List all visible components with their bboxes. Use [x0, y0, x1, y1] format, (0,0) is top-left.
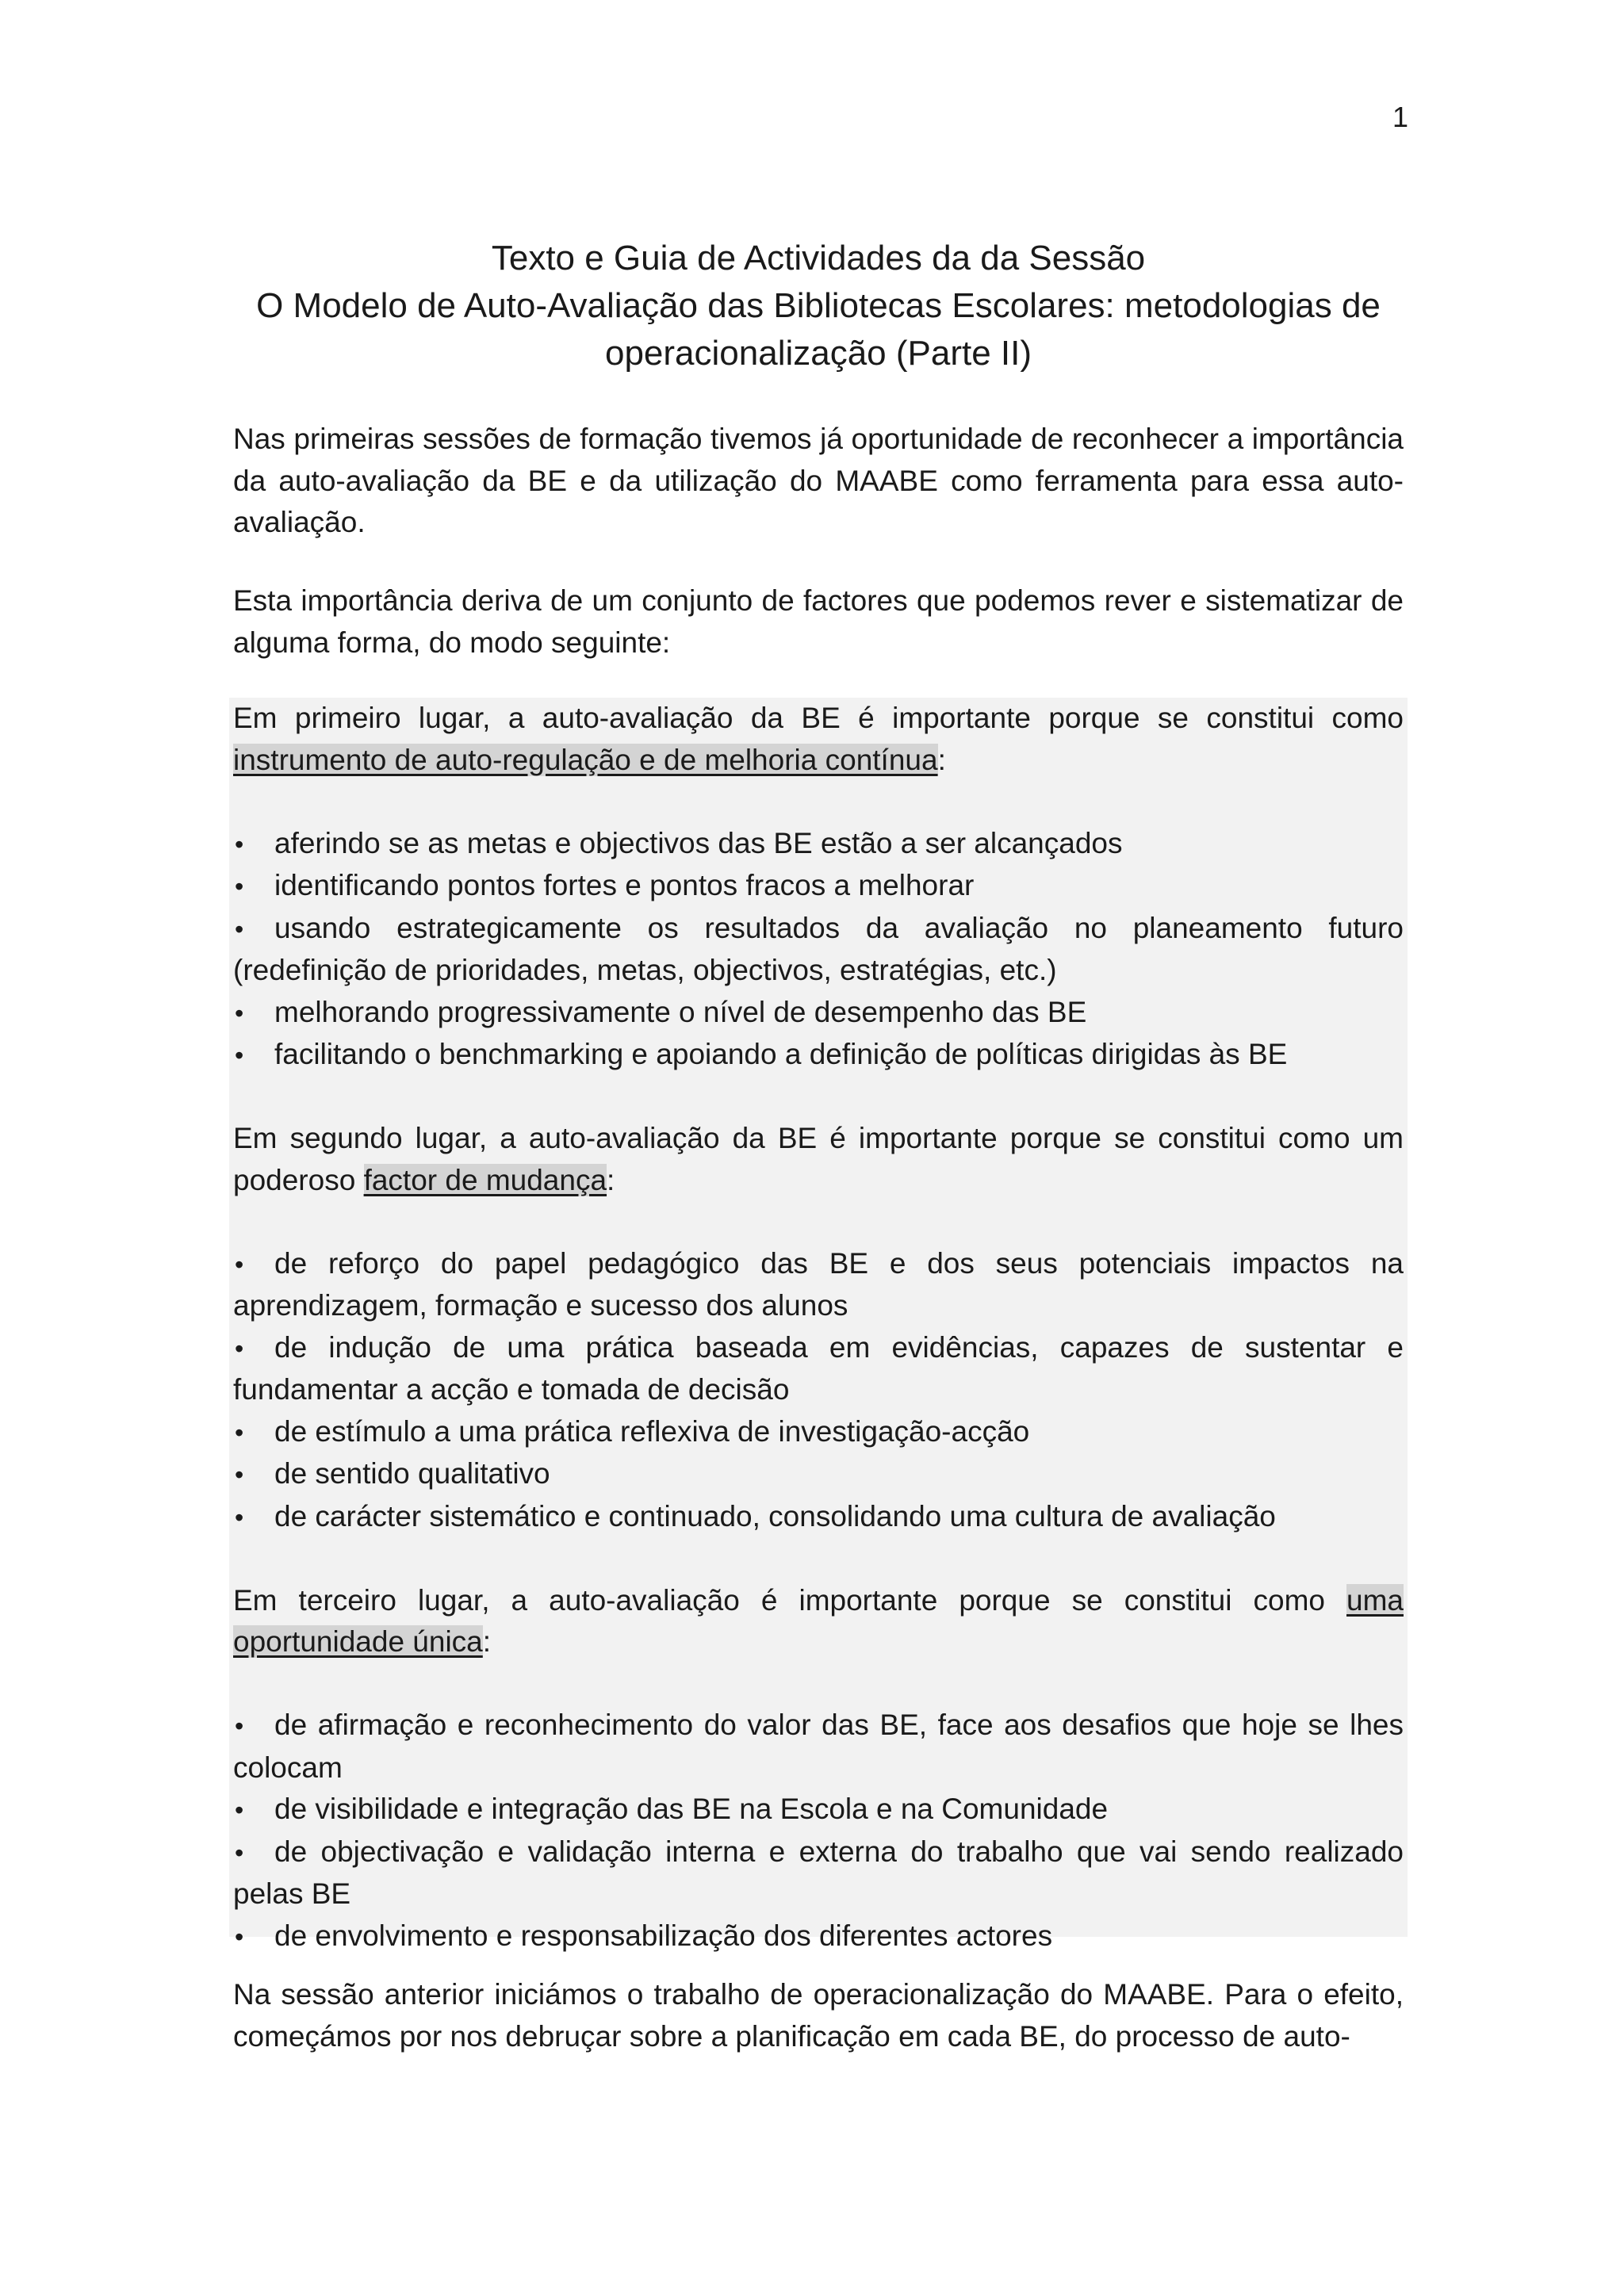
section-first-list — [233, 823, 1404, 1077]
list-item — [233, 908, 1404, 992]
list-item — [233, 1496, 1404, 1539]
bullet-icon: • — [235, 1796, 244, 1824]
page-number: 1 — [1392, 101, 1408, 133]
bullet-icon: • — [235, 998, 244, 1027]
intro-paragraph-1: Nas primeiras sessões de formação tivemos já oportunidade de reconhecer a importância da auto-avaliação da BE e da utilização do MAABE como ferramenta para essa auto-avaliação. — [233, 423, 1404, 538]
list-item — [233, 1789, 1404, 1831]
bullet-icon: • — [235, 1922, 244, 1951]
list-item — [233, 992, 1404, 1035]
section-second — [233, 1118, 1404, 1538]
section-third-lead — [233, 1580, 1404, 1663]
section-third — [233, 1580, 1404, 1958]
list-item-text: de objectivação e validação interna e externa do trabalho que vai sendo realizado pelas BE — [233, 1835, 1404, 1910]
list-item — [233, 1915, 1404, 1958]
highlighted-box — [229, 698, 1408, 1952]
list-item-text: de sentido qualitativo — [274, 1457, 550, 1490]
list-item-text: de envolvimento e responsabilização dos diferentes actores — [274, 1919, 1053, 1952]
section-third-lead-text: Em terceiro lugar, a auto-avaliação é importante porque se constitui como — [233, 1583, 1347, 1617]
bullet-icon: • — [235, 1838, 244, 1867]
bullet-icon: • — [235, 1712, 244, 1740]
section-second-highlight: factor de mudança — [363, 1163, 607, 1196]
bullet-icon: • — [235, 1460, 244, 1489]
section-second-lead — [233, 1118, 1404, 1201]
bullet-icon: • — [235, 1502, 244, 1532]
list-item — [233, 1327, 1404, 1411]
list-item-text: de carácter sistemático e continuado, consolidando uma cultura de avaliação — [274, 1499, 1276, 1533]
section-first-lead — [233, 698, 1404, 781]
section-third-list — [233, 1705, 1404, 1957]
list-item — [233, 1705, 1404, 1789]
section-first-colon: : — [937, 743, 946, 776]
list-item-text: de estímulo a uma prática reflexiva de investigação-acção — [274, 1414, 1030, 1448]
section-third-colon: : — [482, 1625, 492, 1658]
bullet-icon: • — [235, 1334, 244, 1363]
section-first-highlight: instrumento de auto-regulação e de melhoria contínua — [233, 743, 938, 776]
list-item — [233, 823, 1404, 866]
bullet-icon: • — [235, 914, 244, 943]
list-item — [233, 1243, 1404, 1327]
section-second-lead-text: Em segundo lugar, a auto-avaliação da BE é importante porque se constitui como um poderoso — [233, 1122, 1404, 1196]
list-item — [233, 1034, 1404, 1077]
list-item-text: de reforço do papel pedagógico das BE e dos seus potenciais impactos na aprendizagem, formação e sucesso dos alunos — [233, 1246, 1404, 1322]
intro-paragraph-2: Esta importância deriva de um conjunto de factores que podemos rever e sistematizar de alguma forma, do modo seguinte: — [233, 584, 1404, 659]
list-item-text: facilitando o benchmarking e apoiando a definição de políticas dirigidas às BE — [274, 1038, 1288, 1070]
list-item — [233, 865, 1404, 908]
title-line-3: operacionalização (Parte II) — [604, 334, 1032, 373]
closing-paragraph: Na sessão anterior iniciámos o trabalho de operacionalização do MAABE. Para o efeito, começámos por nos debruçar sobre a planificação em cada BE, do processo de auto- — [233, 1978, 1404, 2053]
section-third-highlight: uma oportunidade única — [233, 1583, 1404, 1658]
list-item — [233, 1831, 1404, 1915]
title-line-1: Texto e Guia de Actividades da da Sessão — [491, 239, 1146, 277]
list-item-text: melhorando progressivamente o nível de desempenho das BE — [274, 995, 1087, 1028]
bullet-icon: • — [235, 1418, 244, 1447]
list-item — [233, 1411, 1404, 1454]
list-item-text: de visibilidade e integração das BE na Escola e na Comunidade — [274, 1793, 1109, 1825]
list-item-text: aferindo se as metas e objectivos das BE estão a ser alcançados — [274, 826, 1123, 859]
bullet-icon: • — [235, 1041, 244, 1070]
list-item-text: de indução de uma prática baseada em evidências, capazes de sustentar e fundamentar a acção e tomada de decisão — [233, 1330, 1404, 1406]
title-line-2: O Modelo de Auto-Avaliação das Bibliotecas Escolares: metodologias de — [256, 286, 1381, 325]
list-item-text: usando estrategicamente os resultados da avaliação no planeamento futuro (redefinição de prioridades, metas, objectivos, estratégias, etc.) — [233, 911, 1404, 986]
list-item-text: identificando pontos fortes e pontos fracos a melhorar — [274, 869, 975, 901]
section-second-colon: : — [607, 1163, 615, 1196]
bullet-icon: • — [235, 872, 244, 901]
bullet-icon: • — [235, 1249, 244, 1279]
section-second-list — [233, 1243, 1404, 1539]
document-title — [233, 235, 1404, 377]
section-first-lead-text: Em primeiro lugar, a auto-avaliação da BE é importante porque se constitui como — [233, 702, 1404, 734]
bullet-icon: • — [235, 829, 244, 859]
list-item-text: de afirmação e reconhecimento do valor das BE, face aos desafios que hoje se lhes colocam — [233, 1709, 1404, 1784]
list-item — [233, 1453, 1404, 1496]
section-first — [233, 698, 1404, 1077]
